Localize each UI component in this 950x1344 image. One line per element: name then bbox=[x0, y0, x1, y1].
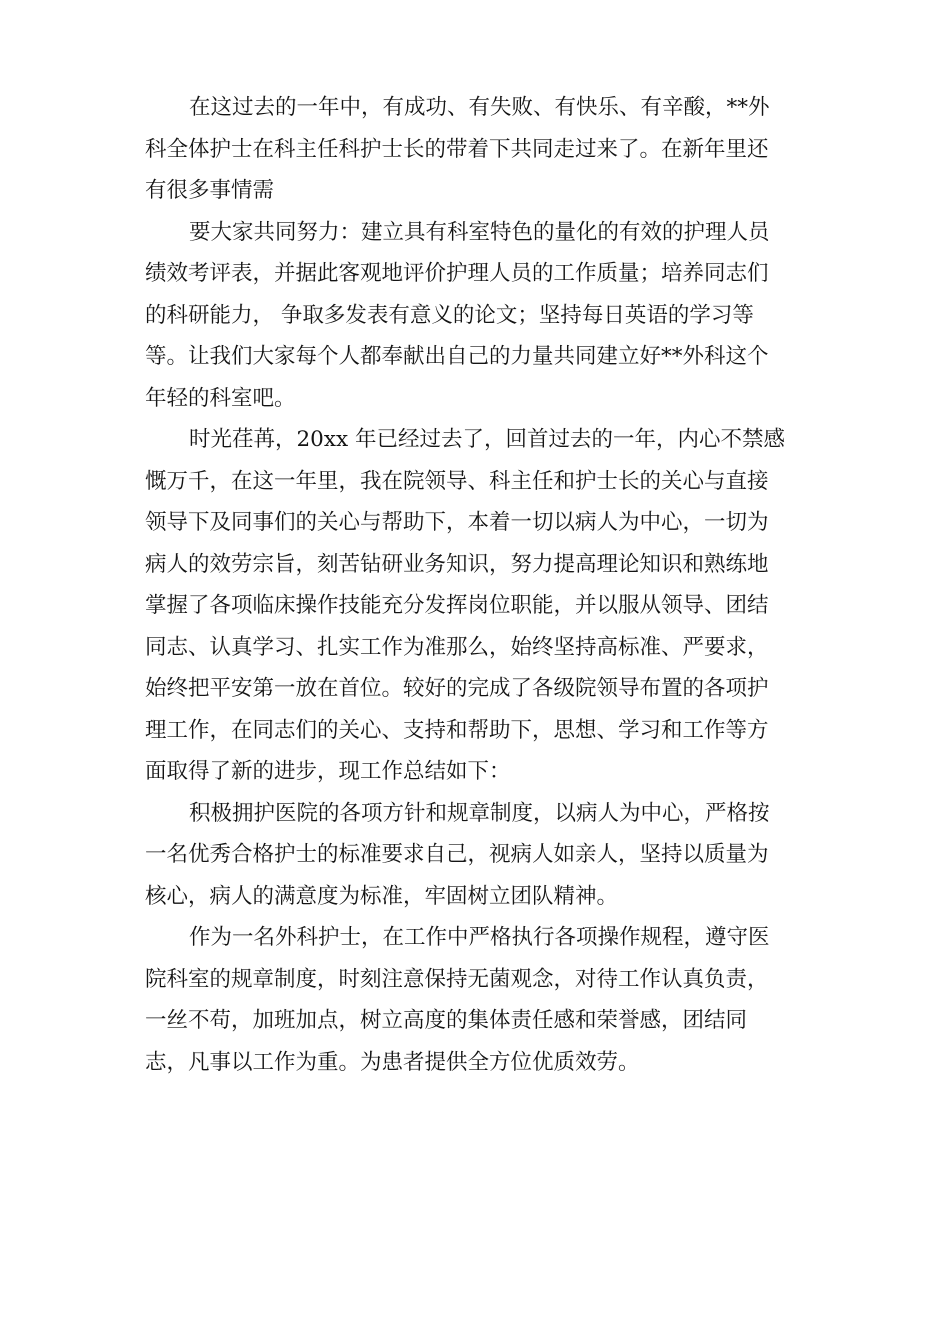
text-line: 理工作，在同志们的关心、支持和帮助下，思想、学习和工作等方 bbox=[145, 717, 769, 743]
text-line: 年轻的科室吧。 bbox=[145, 385, 296, 411]
text-line: 面取得了新的进步，现工作总结如下： bbox=[145, 759, 511, 784]
text-line: 要大家共同努力：建立具有科室特色的量化的有效的护理人员 bbox=[189, 219, 770, 245]
paragraph-2 bbox=[145, 212, 805, 420]
text-line: 等。让我们大家每个人都奉献出自己的力量共同建立好**外科这个 bbox=[145, 344, 769, 369]
text-line: 掌握了各项临床操作技能充分发挥岗位职能，并以服从领导、团结 bbox=[145, 593, 769, 618]
paragraph-1 bbox=[145, 87, 805, 212]
text-line: 一丝不苟，加班加点，树立高度的集体责任感和荣誉感，团结同 bbox=[145, 1008, 748, 1033]
text-line: 时光荏苒，20xx 年已经过去了，回首过去的一年，内心不禁感 bbox=[189, 427, 785, 452]
document-body bbox=[145, 87, 805, 1083]
text-line: 在这过去的一年中，有成功、有失败、有快乐、有辛酸，**外 bbox=[189, 95, 770, 120]
text-line: 始终把平安第一放在首位。较好的完成了各级院领导布置的各项护 bbox=[145, 676, 769, 701]
text-line: 科全体护士在科主任科护士长的带着下共同走过来了。在新年里还 bbox=[145, 136, 769, 162]
paragraph-3 bbox=[145, 419, 805, 793]
text-line: 同志、认真学习、扎实工作为准那么，始终坚持高标准、严要求， bbox=[145, 634, 769, 660]
text-line: 绩效考评表，并据此客观地评价护理人员的工作质量；培养同志们 bbox=[145, 261, 769, 286]
text-line: 领导下及同事们的关心与帮助下，本着一切以病人为中心，一切为 bbox=[145, 510, 769, 535]
text-line: 核心，病人的满意度为标准，牢固树立团队精神。 bbox=[145, 883, 619, 909]
text-line: 一名优秀合格护士的标准要求自己，视病人如亲人，坚持以质量为 bbox=[145, 842, 769, 867]
paragraph-5 bbox=[145, 917, 805, 1083]
text-line: 作为一名外科护士，在工作中严格执行各项操作规程，遵守医 bbox=[189, 925, 770, 950]
text-line: 有很多事情需 bbox=[145, 178, 275, 203]
text-line: 病人的效劳宗旨，刻苦钻研业务知识，努力提高理论知识和熟练地 bbox=[145, 551, 769, 577]
paragraph-4 bbox=[145, 793, 805, 918]
text-line: 的科研能力， 争取多发表有意义的论文；坚持每日英语的学习等 bbox=[145, 302, 754, 328]
text-line: 慨万千，在这一年里，我在院领导、科主任和护士长的关心与直接 bbox=[145, 468, 769, 494]
text-line: 积极拥护医院的各项方针和规章制度，以病人为中心，严格按 bbox=[189, 800, 770, 826]
text-line: 志，凡事以工作为重。为患者提供全方位优质效劳。 bbox=[145, 1049, 640, 1075]
text-line: 院科室的规章制度，时刻注意保持无菌观念，对待工作认真负责， bbox=[145, 966, 769, 992]
